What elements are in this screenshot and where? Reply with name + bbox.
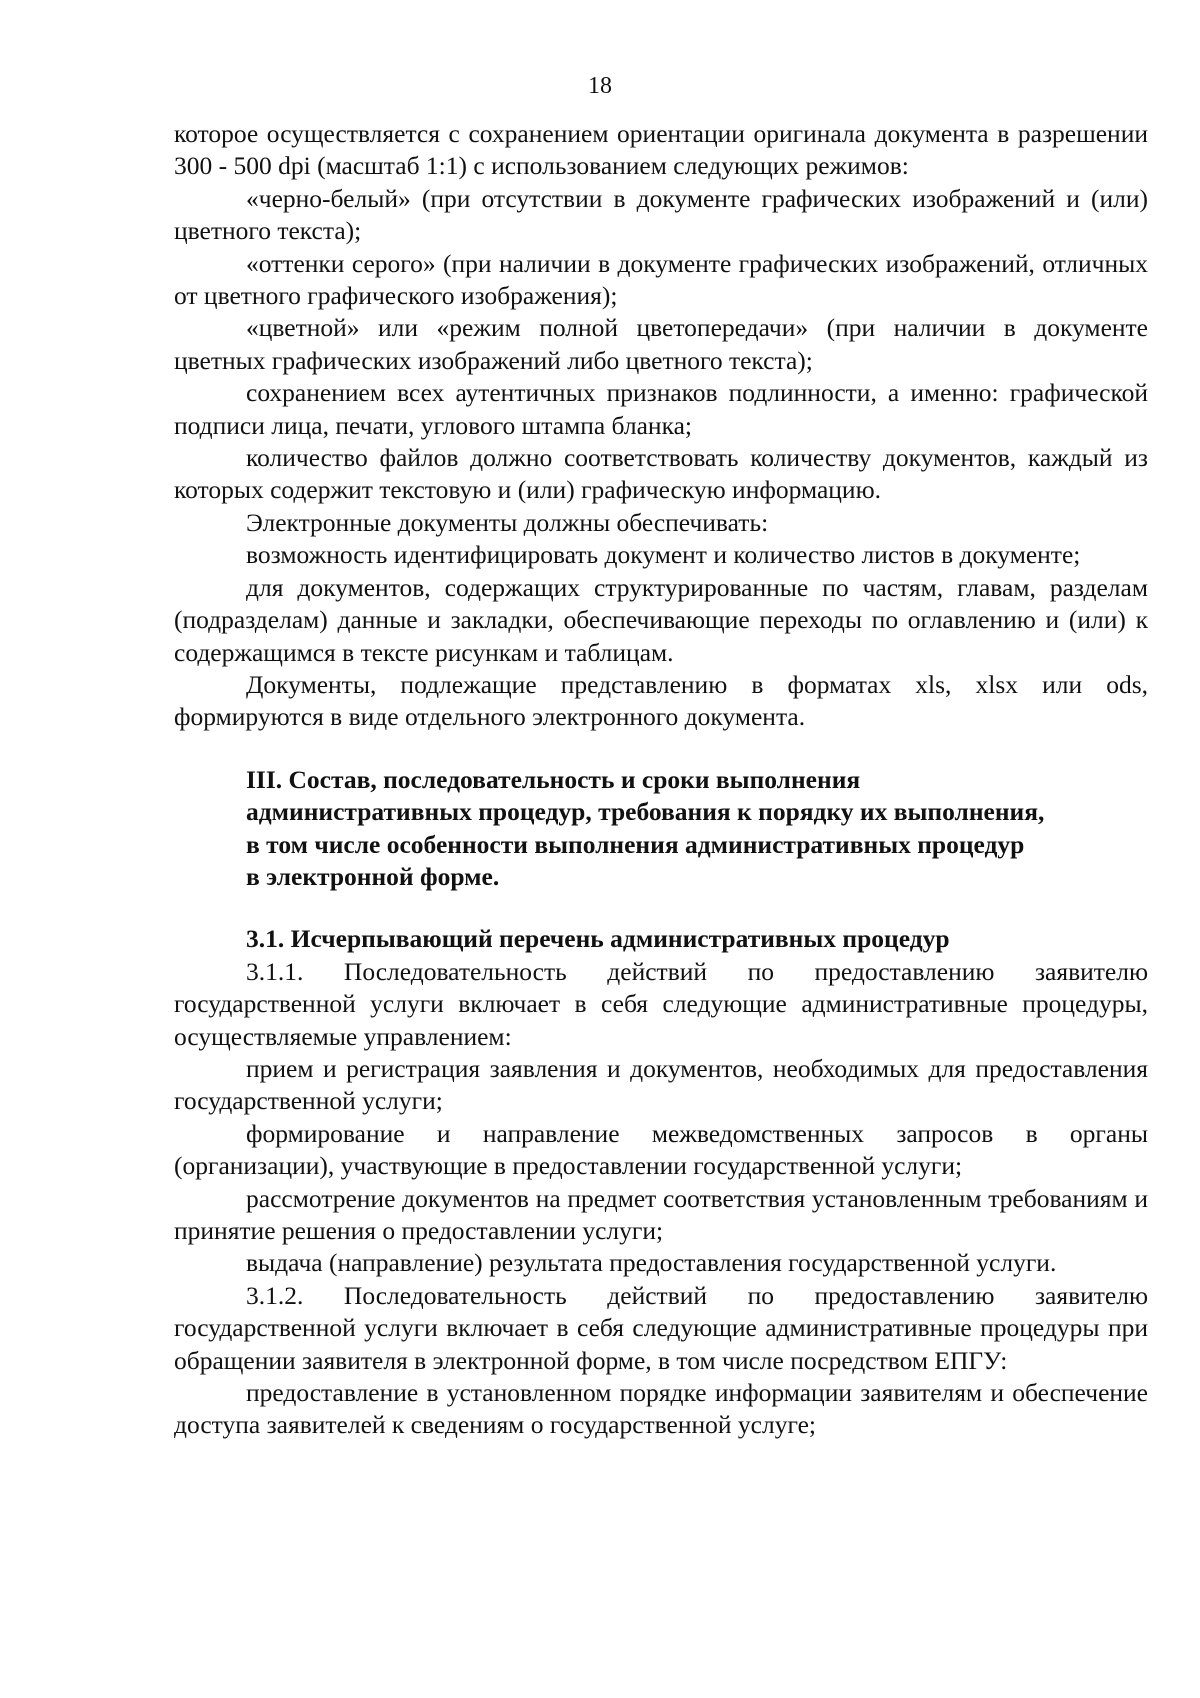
paragraph: прием и регистрация заявления и документов, необходимых для предоставления государственной услуги; [174,1053,1148,1116]
paragraph: «цветной» или «режим полной цветопередачи» (при наличии в документе цветных графических изображений либо цветного текста); [174,313,1148,375]
subsection-heading: 3.1. Исчерпывающий перечень административных процедур [246,924,950,954]
paragraph: Электронные документы должны обеспечивать: [246,507,769,537]
paragraph: выдача (направление) результата предоставления государственной услуги. [246,1248,1057,1278]
paragraph: Документы, подлежащие представлению в форматах xls, xlsx или ods, формируются в виде отдельного электронного документа. [174,669,1148,732]
paragraph: формирование и направление межведомственных запросов в органы (организации), участвующие в предоставлении государственной услуги; [174,1118,1148,1181]
section-heading-line: в том числе особенности выполнения административных процедур [246,829,1025,859]
paragraph: для документов, содержащих структурированные по частям, главам, разделам (подразделам) данные и закладки, обеспечивающие переходы по оглавлению и (или) к содержащимся в тексте рисункам и таблицам. [174,572,1148,667]
paragraph: 3.1.1. Последовательность действий по предоставлению заявителю государственной услуги включает в себя следующие административные процедуры, осуществляемые управлением: [174,956,1148,1051]
section-heading-line: III. Состав, последовательность и сроки выполнения [246,764,861,794]
paragraph: рассмотрение документов на предмет соответствия установленным требованиям и принятие решения о предоставлении услуги; [174,1183,1148,1245]
paragraph: «черно-белый» (при отсутствии в документе графических изображений и (или) цветного текста); [174,183,1148,246]
document-body [174,118,1148,1442]
paragraph: которое осуществляется с сохранением ориентации оригинала документа в разрешении 300 - 500 dpi (масштаб 1:1) с использованием следующих режимов: [174,119,1148,181]
paragraph: предоставление в установленном порядке информации заявителям и обеспечение доступа заявителей к сведениям о государственной услуге; [174,1378,1148,1440]
paragraph: «оттенки серого» (при наличии в документе графических изображений, отличных от цветного графического изображения); [174,248,1148,311]
section-heading [174,764,1148,894]
page-number: 18 [588,73,612,99]
section-heading-line: в электронной форме. [246,861,500,891]
paragraph: количество файлов должно соответствовать количеству документов, каждый из которых содержит текстовую и (или) графическую информацию. [174,443,1148,505]
section-heading-line: административных процедур, требования к порядку их выполнения, [246,797,1045,827]
paragraph: возможность идентифицировать документ и количество листов в документе; [246,540,1081,570]
paragraph: 3.1.2. Последовательность действий по предоставлению заявителю государственной услуги включает в себя следующие административные процедуры при обращении заявителя в электронной форме, в том числе посредством ЕПГУ: [174,1280,1148,1375]
paragraph: сохранением всех аутентичных признаков подлинности, а именно: графической подписи лица, печати, углового штампа бланка; [174,378,1148,440]
